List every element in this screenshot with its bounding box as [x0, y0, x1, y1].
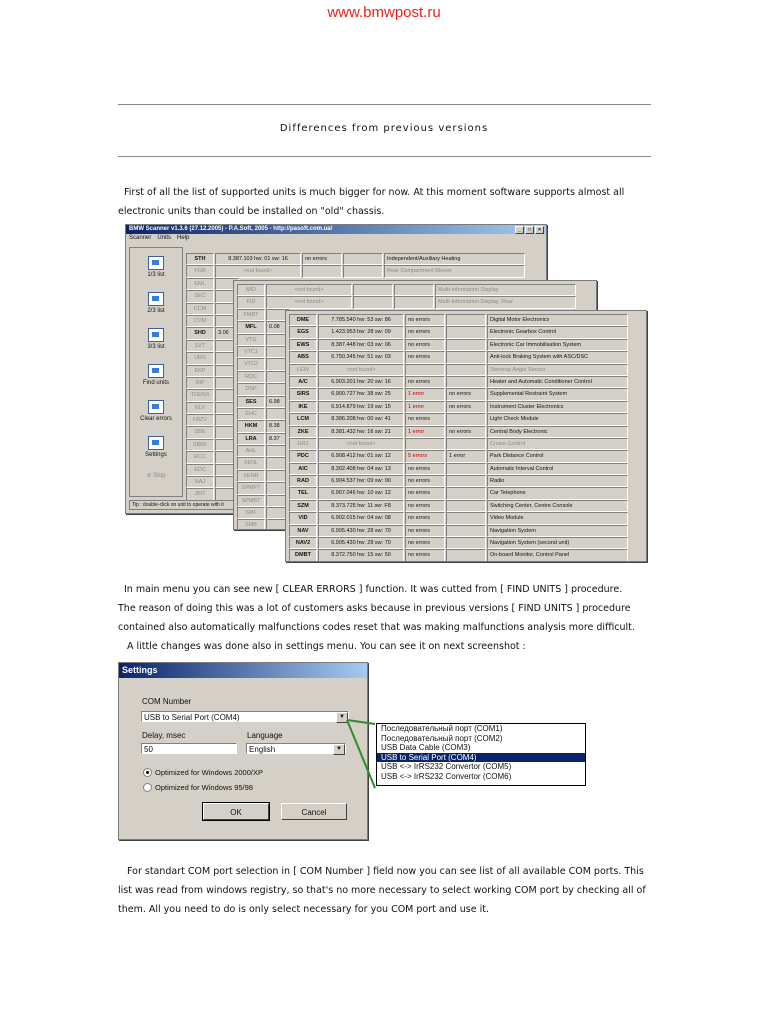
unit-errors: no errors — [405, 537, 445, 549]
unit-version: 3.06 — [215, 327, 239, 339]
front-unit-grid — [289, 314, 629, 562]
stop-icon: ⊘ — [146, 473, 154, 479]
unit-row[interactable] — [289, 426, 629, 438]
unit-row[interactable] — [186, 253, 526, 265]
unit-version: 6.908.412 hw: 01 sw: 12 — [318, 450, 404, 462]
unit-code: SIRS — [289, 388, 317, 400]
unit-name: Steering-Angle Sensor — [487, 364, 628, 376]
unit-errors-secondary: 1 error — [446, 450, 486, 462]
dropdown-connector — [345, 712, 379, 792]
unit-row[interactable] — [289, 500, 629, 512]
language-value: English — [249, 745, 276, 754]
dropdown-option[interactable]: USB to Serial Port (COM4) — [377, 753, 585, 763]
unit-row[interactable] — [289, 326, 629, 338]
unit-code: ZKE — [289, 426, 317, 438]
unit-version: 0.08 — [266, 321, 290, 333]
com-number-label: COM Number — [142, 697, 192, 706]
unit-code: JBIT — [186, 488, 214, 500]
unit-errors: no errors — [302, 253, 342, 265]
unit-name: Multi-Information Display, Rear — [435, 296, 576, 308]
unit-row[interactable] — [186, 265, 526, 277]
unit-code: FGB — [186, 265, 214, 277]
unit-name: Electronic Gearbox Control — [487, 326, 628, 338]
status-bar: Tip : double-click on unit to operate with it — [129, 500, 393, 510]
unit-version: 1.423.953 hw: 28 sw: 09 — [318, 326, 404, 338]
unit-code: SMB — [237, 519, 265, 530]
unit-errors-secondary: no errors — [446, 388, 486, 400]
unit-version: <not found> — [266, 284, 352, 296]
unit-errors-secondary — [446, 376, 486, 388]
chevron-down-icon[interactable]: ▼ — [336, 712, 348, 723]
settings-icon — [148, 436, 164, 450]
unit-name: Heater and Automatic Conditioner Control — [487, 376, 628, 388]
clear-icon — [148, 400, 164, 414]
com-port-paragraph — [118, 862, 651, 919]
unit-code: NAV2 — [289, 537, 317, 549]
unit-code: SEC — [186, 290, 214, 302]
unit-errors — [405, 364, 445, 376]
scanner-menubar — [126, 234, 546, 242]
unit-code: ABS — [289, 351, 317, 363]
unit-code: LRA — [237, 433, 265, 445]
unit-errors: no errors — [405, 326, 445, 338]
unit-row[interactable] — [289, 549, 629, 561]
unit-row[interactable] — [237, 296, 577, 308]
unit-row[interactable] — [289, 339, 629, 351]
unit-code: SPMFT — [237, 482, 265, 494]
unit-name: Navigation System — [487, 525, 628, 537]
unit-errors-secondary — [446, 463, 486, 475]
unit-code: NAV — [289, 525, 317, 537]
site-url[interactable]: www.bmwpost.ru — [327, 4, 441, 21]
list-icon — [148, 256, 164, 270]
unit-code: LCM — [289, 413, 317, 425]
list-icon — [148, 328, 164, 342]
unit-code: DSP — [237, 383, 265, 395]
dropdown-option[interactable]: Последовательный порт (COM1) — [381, 724, 503, 733]
dropdown-option[interactable]: Последовательный порт (COM2) — [381, 733, 503, 743]
clear-errors-label: Clear errors — [140, 416, 172, 422]
unit-name: Cruise Control — [487, 438, 628, 450]
unit-row[interactable] — [289, 438, 629, 450]
unit-errors-secondary — [343, 265, 383, 277]
unit-version: 6.750.345 hw: 51 sw: 03 — [318, 351, 404, 363]
scanner-titlebar — [126, 225, 546, 234]
unit-errors: 5 errors — [405, 450, 445, 462]
unit-errors: 1 error — [405, 388, 445, 400]
unit-code: EGS — [289, 326, 317, 338]
unit-name: Car Telephone — [487, 487, 628, 499]
unit-version: 8.373.725 hw: 11 sw: F8 — [318, 500, 404, 512]
unit-errors: no errors — [405, 512, 445, 524]
unit-code: SES — [237, 396, 265, 408]
unit-row[interactable] — [289, 351, 629, 363]
unit-code: VTG — [237, 334, 265, 346]
language-select[interactable] — [246, 743, 346, 754]
unit-code: MFL — [237, 321, 265, 333]
unit-code: EWS — [289, 339, 317, 351]
menu-help[interactable]: Help — [177, 235, 190, 241]
unit-code: FMBT — [237, 309, 265, 321]
scanner-window-page3 — [285, 310, 647, 562]
chevron-down-icon[interactable]: ▼ — [333, 744, 345, 755]
unit-version: 6.902.015 hw: 04 sw: 08 — [318, 512, 404, 524]
unit-errors: no errors — [405, 549, 445, 561]
unit-code: VID — [289, 512, 317, 524]
unit-version: 6.904.537 hw: 09 sw: 90 — [318, 475, 404, 487]
unit-errors — [302, 265, 342, 277]
unit-version: 6.900.727 hw: 38 sw: 25 — [318, 388, 404, 400]
unit-errors — [353, 284, 393, 296]
radio-win95[interactable] — [143, 783, 253, 792]
unit-code: VTC1 — [237, 346, 265, 358]
unit-code: XENL — [237, 457, 265, 469]
unit-row[interactable] — [289, 364, 629, 376]
unit-errors: no errors — [405, 351, 445, 363]
scanner-screenshot — [125, 224, 645, 560]
unit-name: Instrument Cluster Electronics — [487, 401, 628, 413]
unit-version: 8.381.432 hw: 16 sw: 21 — [318, 426, 404, 438]
unit-code: NAJ — [186, 476, 214, 488]
heading-divider — [118, 156, 651, 157]
unit-name: Supplemental Restraint System — [487, 388, 628, 400]
unit-version: 8.387.448 hw: 03 sw: 06 — [318, 339, 404, 351]
unit-errors-secondary — [446, 549, 486, 561]
unit-code: SHD — [186, 327, 214, 339]
unit-version: 7.785.540 hw: 53 sw: 86 — [318, 314, 404, 326]
settings-button[interactable] — [130, 436, 182, 464]
unit-name: Central Body Electronic — [487, 426, 628, 438]
list-2-button[interactable] — [130, 292, 182, 320]
unit-code: SZM — [289, 500, 317, 512]
menu-units[interactable]: Units — [157, 235, 172, 241]
unit-errors: no errors — [405, 500, 445, 512]
radio-empty-icon — [143, 783, 152, 792]
clear-errors-button[interactable] — [130, 400, 182, 428]
dropdown-option[interactable]: USB <-> IrRS232 Convertor (COM5) — [381, 762, 512, 772]
top-divider — [118, 104, 651, 105]
unit-version: <not found> — [318, 364, 404, 376]
unit-name: Automatic Interval Control — [487, 463, 628, 475]
unit-version: 8.372.750 hw: 15 sw: 50 — [318, 549, 404, 561]
unit-errors-secondary — [446, 326, 486, 338]
unit-code: RDC — [237, 371, 265, 383]
dropdown-option[interactable]: USB <-> IrRS232 Convertor (COM6) — [381, 771, 512, 781]
unit-errors — [405, 438, 445, 450]
unit-name: Anti-lock Braking System with ASC/DSC — [487, 351, 628, 363]
unit-version: <not found> — [318, 438, 404, 450]
unit-version: 8.38 — [266, 420, 290, 432]
list-2-label: 2/3 list — [147, 308, 165, 314]
unit-version: 8.387.103 hw: 01 sw: 16 — [215, 253, 301, 265]
unit-row[interactable] — [289, 487, 629, 499]
ok-button[interactable]: OK — [203, 803, 269, 820]
unit-code: CVM — [186, 315, 214, 327]
para2-line-2: The reason of doing this was a lot of customers asks because in previous versions [ FIND UNITS ] procedure — [118, 603, 631, 614]
unit-errors-secondary — [343, 253, 383, 265]
unit-errors-secondary: no errors — [446, 426, 486, 438]
settings-label: Settings — [145, 452, 167, 458]
dropdown-option[interactable]: USB Data Cable (COM3) — [381, 743, 471, 753]
unit-code: URS — [186, 352, 214, 364]
para3-line-1: For standart COM port selection in [ COM Number ] field now you can see list of all available COM ports. This — [127, 866, 644, 877]
unit-version: 8.302.408 hw: 04 sw: 13 — [318, 463, 404, 475]
unit-code: SPMBT — [237, 495, 265, 507]
unit-errors: no errors — [405, 487, 445, 499]
unit-errors-secondary — [446, 351, 486, 363]
unit-version: 6.903.201 hw: 20 sw: 16 — [318, 376, 404, 388]
radio-win2000-label: Optimized for Windows 2000/XP — [155, 768, 263, 777]
para3-line-2: list was read from windows registry, so that's no more necessary to select working COM port by checking all of — [118, 885, 646, 896]
unit-version: 8.37 — [266, 433, 290, 445]
unit-errors-secondary — [446, 487, 486, 499]
para2-line-4: A little changes was done also in settings menu. You can see it on next screenshot : — [127, 641, 526, 652]
unit-name: Multi-Information Display — [435, 284, 576, 296]
unit-code: GR2 — [289, 438, 317, 450]
cancel-button[interactable]: Cancel — [281, 803, 347, 820]
unit-row[interactable] — [289, 401, 629, 413]
unit-code: LEW — [289, 364, 317, 376]
unit-name: Park Distance Control — [487, 450, 628, 462]
clear-errors-paragraph — [118, 580, 651, 656]
intro-line-2: electronic units than could be installed on "old" chassis. — [118, 206, 385, 217]
unit-errors-secondary — [446, 525, 486, 537]
unit-errors: 1 error — [405, 426, 445, 438]
unit-code: EKP — [186, 365, 214, 377]
unit-row[interactable] — [237, 284, 577, 296]
unit-errors-secondary — [446, 413, 486, 425]
unit-row[interactable] — [289, 475, 629, 487]
com-number-select[interactable] — [141, 711, 349, 722]
unit-version: 6.98 — [266, 396, 290, 408]
unit-code: SBBF — [186, 439, 214, 451]
unit-code: AHL — [237, 445, 265, 457]
list-3-label: 3/3 list — [147, 344, 165, 350]
unit-code: XENR — [237, 470, 265, 482]
scanner-toolbar — [129, 247, 183, 497]
delay-value: 50 — [144, 745, 153, 754]
unit-code: ELV — [186, 402, 214, 414]
intro-paragraph — [118, 183, 651, 221]
unit-row[interactable] — [289, 388, 629, 400]
unit-version: 6.905.430 hw: 28 sw: 70 — [318, 537, 404, 549]
list-3-button[interactable] — [130, 328, 182, 356]
stop-button[interactable] — [130, 472, 182, 500]
unit-errors: no errors — [405, 475, 445, 487]
unit-code: HKM — [237, 420, 265, 432]
para2-line-1: In main menu you can see new [ CLEAR ERRORS ] function. It was cutted from [ FIND UNITS ] procedure. — [124, 584, 623, 595]
unit-row[interactable] — [289, 314, 629, 326]
unit-name: Digital Motor Electronics — [487, 314, 628, 326]
unit-code: CCM — [186, 303, 214, 315]
settings-dialog — [118, 662, 368, 840]
unit-name: Switching Center, Centre Console — [487, 500, 628, 512]
unit-code: FBZV — [186, 414, 214, 426]
unit-code: FID — [237, 296, 265, 308]
unit-row[interactable] — [289, 537, 629, 549]
unit-code: RIP — [186, 377, 214, 389]
radio-win2000[interactable] — [143, 768, 263, 777]
unit-version: 6.905.430 hw: 28 sw: 70 — [318, 525, 404, 537]
unit-code: SMF — [237, 507, 265, 519]
unit-code: EDC — [186, 464, 214, 476]
unit-code: RAD — [289, 475, 317, 487]
unit-code: EML — [186, 278, 214, 290]
settings-title: Settings — [122, 665, 158, 675]
unit-version: 6.914.879 hw: 19 sw: 15 — [318, 401, 404, 413]
unit-errors: no errors — [405, 314, 445, 326]
unit-errors — [353, 296, 393, 308]
unit-version: 8.386.208 hw: 00 sw: 41 — [318, 413, 404, 425]
unit-code: MID — [237, 284, 265, 296]
unit-name: Independent/Auxiliary Heating — [384, 253, 525, 265]
unit-errors-secondary — [394, 296, 434, 308]
unit-errors-secondary — [394, 284, 434, 296]
unit-row[interactable] — [289, 525, 629, 537]
unit-errors: no errors — [405, 413, 445, 425]
language-label: Language — [247, 731, 283, 740]
minimize-button[interactable]: _ — [515, 226, 524, 234]
unit-errors: no errors — [405, 525, 445, 537]
radio-win95-label: Optimized for Windows 95/98 — [155, 783, 253, 792]
unit-code: IKE — [289, 401, 317, 413]
page-heading: Differences from previous versions — [279, 123, 489, 134]
scanner-title: BMW Scanner v1.3.6 (27.12.2005) - P.A.Soft, 2005 - http://pasoft.com.ua/ — [129, 226, 333, 232]
delay-input[interactable] — [141, 743, 237, 754]
unit-errors-secondary — [446, 537, 486, 549]
unit-name: Light Check Module — [487, 413, 628, 425]
unit-code: AIC — [289, 463, 317, 475]
list-1-label: 1/3 list — [147, 272, 165, 278]
unit-errors-secondary — [446, 500, 486, 512]
delay-label: Delay, msec — [142, 731, 186, 740]
unit-row[interactable] — [289, 463, 629, 475]
com-number-value: USB to Serial Port (COM4) — [144, 713, 240, 722]
com-port-dropdown-list — [376, 723, 586, 786]
stop-label: Stop — [153, 473, 166, 479]
find-units-label: Find units — [142, 380, 169, 386]
maximize-button[interactable]: □ — [525, 226, 534, 234]
unit-code: PDC — [289, 450, 317, 462]
unit-errors-secondary — [446, 512, 486, 524]
unit-errors-secondary — [446, 314, 486, 326]
unit-errors-secondary — [446, 438, 486, 450]
unit-name: Navigation System (second unit) — [487, 537, 628, 549]
list-icon — [148, 292, 164, 306]
unit-errors-secondary — [446, 339, 486, 351]
unit-name: Rear Compartment Blower — [384, 265, 525, 277]
unit-version: <not found> — [266, 296, 352, 308]
unit-version: 6.907.046 hw: 10 sw: 12 — [318, 487, 404, 499]
intro-line-1: First of all the list of supported units is much bigger for now. At this moment software supports almost all — [124, 187, 625, 198]
unit-row[interactable] — [289, 376, 629, 388]
unit-code: RCC — [186, 451, 214, 463]
unit-code: VTC2 — [237, 358, 265, 370]
radio-selected-icon — [143, 768, 152, 777]
unit-code: TEL — [289, 487, 317, 499]
unit-code: TOENS — [186, 389, 214, 401]
find-icon — [148, 364, 164, 378]
unit-row[interactable] — [289, 512, 629, 524]
unit-version: <not found> — [215, 265, 301, 277]
list-1-button[interactable] — [130, 256, 182, 284]
unit-code: A/C — [289, 376, 317, 388]
unit-code: EHC — [237, 408, 265, 420]
close-button[interactable]: × — [535, 226, 544, 234]
unit-code: STH — [186, 253, 214, 265]
unit-name: Video Module — [487, 512, 628, 524]
para2-line-3: contained also automatically malfunctions codes reset that was making malfunctions analysis more difficult. — [118, 622, 635, 633]
menu-scanner[interactable]: Scanner — [129, 235, 152, 241]
unit-errors-secondary — [446, 364, 486, 376]
unit-name: On-board Monitor, Control Panel — [487, 549, 628, 561]
unit-code: SVT — [186, 340, 214, 352]
unit-name: Electronic Car Immobilisation System — [487, 339, 628, 351]
unit-errors: no errors — [405, 463, 445, 475]
find-units-button[interactable] — [130, 364, 182, 392]
unit-errors-secondary — [446, 475, 486, 487]
unit-errors: 1 error — [405, 401, 445, 413]
unit-row[interactable] — [289, 413, 629, 425]
unit-code: DMBT — [289, 549, 317, 561]
unit-code: DME — [289, 314, 317, 326]
unit-code: SBE — [186, 426, 214, 438]
unit-row[interactable] — [289, 450, 629, 462]
unit-name: Radio — [487, 475, 628, 487]
unit-errors: no errors — [405, 376, 445, 388]
settings-titlebar — [119, 663, 367, 678]
unit-errors: no errors — [405, 339, 445, 351]
unit-errors-secondary: no errors — [446, 401, 486, 413]
para3-line-3: them. All you need to do is only select necessary for you COM port and use it. — [118, 904, 489, 915]
